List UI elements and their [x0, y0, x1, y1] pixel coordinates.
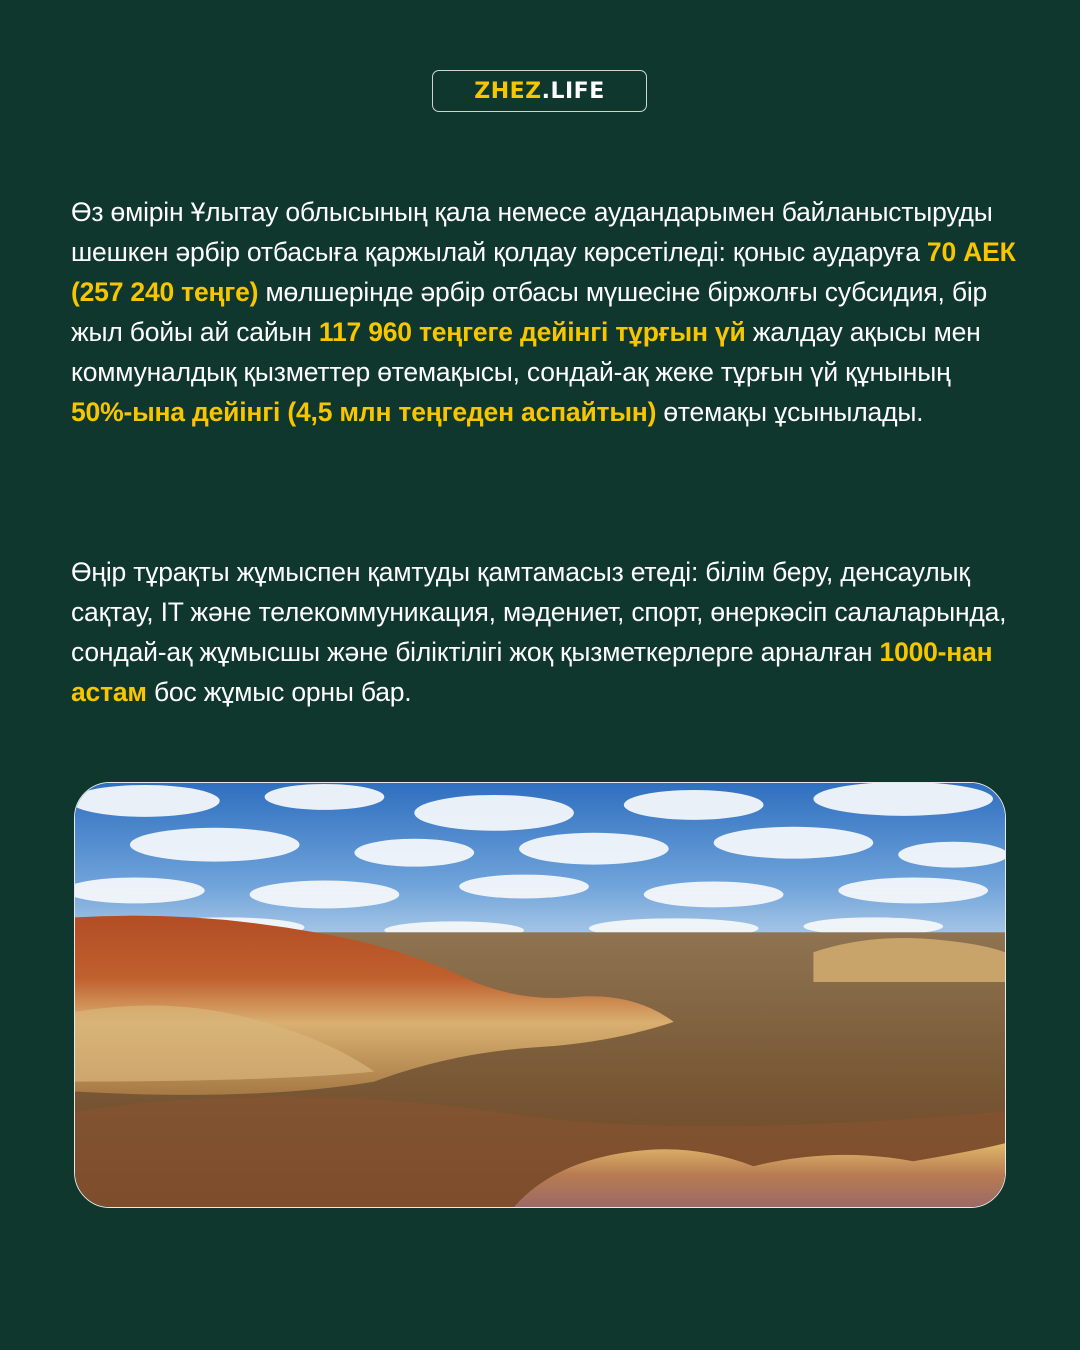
rent-highlight: 117 960 теңгеге дейінгі тұрғын үй: [318, 317, 746, 347]
employment-text-1: Өңір тұрақты жұмыспен қамтуды қамтамасыз етеді: білім беру, денсаулық сақтау, IT және телекоммуникация, мәдениет, спорт, өнеркәсіп салаларында, сондай-ақ жұмысшы және біліктілігі жоқ қызметкерлерге арналған: [71, 557, 1007, 667]
support-text-4: өтемақы ұсынылады.: [656, 397, 924, 427]
support-paragraph: [71, 192, 1016, 432]
subsidy-highlight: 70 АЕК (257 240 теңге): [71, 237, 1016, 307]
vacancies-highlight: 1000-нан астам: [71, 637, 993, 707]
logo-tld-text: LIFE: [550, 78, 605, 104]
landscape-photo: [74, 782, 1006, 1208]
logo-brand-text: ZHEZ: [474, 78, 542, 104]
support-text-1: Өз өмірін Ұлытау облысының қала немесе аудандарымен байланыстыруды шешкен әрбір отбасыға қаржылай қолдау көрсетіледі: қоныс аударуға: [71, 197, 993, 267]
housing-compensation-highlight: 50%-ына дейінгі (4,5 млн теңгеден аспайтын): [71, 397, 657, 427]
support-text-2: мөлшерінде әрбір отбасы мүшесіне біржолғы субсидия, бір жыл бойы ай сайын: [71, 277, 988, 347]
support-text-3: жалдау ақысы мен коммуналдық қызметтер өтемақысы, сондай-ақ жеке тұрғын үй құнының: [71, 317, 981, 387]
employment-paragraph: [71, 552, 1016, 712]
landscape-illustration: [75, 783, 1005, 1207]
brand-logo: [432, 70, 647, 112]
employment-text-2: бос жұмыс орны бар.: [146, 677, 412, 707]
logo-dot: .: [541, 78, 551, 104]
